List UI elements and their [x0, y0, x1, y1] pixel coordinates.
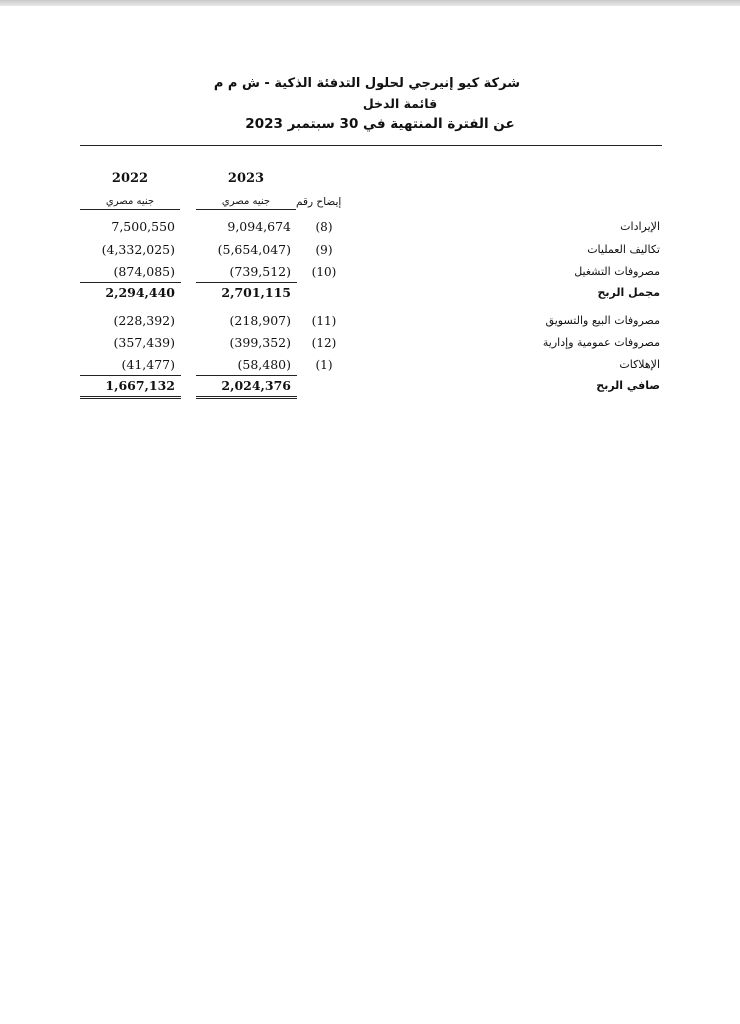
currency-2023: جنيه مصري: [196, 196, 296, 210]
statement-period: عن الفترة المنتهية في 30 سبتمبر 2023: [245, 116, 515, 132]
value-2022: (41,477): [80, 355, 181, 376]
value-2023: (739,512): [196, 262, 297, 283]
total-row: [0, 376, 740, 396]
row-label: صافي الربح: [596, 379, 660, 392]
row-label: تكاليف العمليات: [587, 243, 660, 256]
column-year-2022: 2022: [111, 171, 149, 186]
value-2022: 1,667,132: [80, 376, 181, 399]
table-row: [0, 311, 740, 331]
value-2023: (399,352): [229, 335, 291, 350]
row-label: الإيرادات: [620, 220, 660, 233]
note-ref: (11): [311, 314, 337, 328]
value-2022: 7,500,550: [111, 219, 175, 234]
table-row: [0, 240, 740, 260]
note-ref: (10): [311, 265, 337, 279]
window-top-strip: [0, 0, 740, 6]
value-2022: (228,392): [113, 313, 175, 328]
row-label: الإهلاكات: [619, 358, 660, 371]
subtotal-row: [0, 283, 740, 303]
note-ref: (12): [311, 336, 337, 350]
value-2023: 2,701,115: [221, 285, 291, 300]
table-row: [0, 217, 740, 237]
header-divider: [80, 145, 662, 146]
note-ref: (8): [315, 220, 333, 234]
company-name: شركة كيو إنيرجي لحلول التدفئة الذكية - ش م م: [213, 76, 520, 91]
value-2023: (58,480): [196, 355, 297, 376]
value-2023: (218,907): [229, 313, 291, 328]
value-2023: 2,024,376: [196, 376, 297, 399]
value-2022: (357,439): [113, 335, 175, 350]
row-label: مجمل الربح: [597, 286, 660, 299]
note-ref: (9): [315, 243, 333, 257]
value-2022: (4,332,025): [101, 242, 175, 257]
column-year-2023: 2023: [227, 171, 265, 186]
table-row: [0, 333, 740, 353]
row-label: مصروفات البيع والتسويق: [545, 314, 660, 327]
currency-2022: جنيه مصري: [80, 196, 180, 210]
row-label: مصروفات التشغيل: [574, 265, 660, 278]
value-2022: (874,085): [80, 262, 181, 283]
table-row: [0, 262, 740, 282]
note-column-header: إيضاح رقم: [296, 196, 342, 208]
row-label: مصروفات عمومية وإدارية: [542, 336, 660, 349]
statement-title: قائمة الدخل: [362, 96, 438, 111]
table-row: [0, 355, 740, 375]
value-2022: 2,294,440: [105, 285, 175, 300]
note-ref: (1): [315, 358, 333, 372]
value-2023: 9,094,674: [227, 219, 291, 234]
value-2023: (5,654,047): [217, 242, 291, 257]
